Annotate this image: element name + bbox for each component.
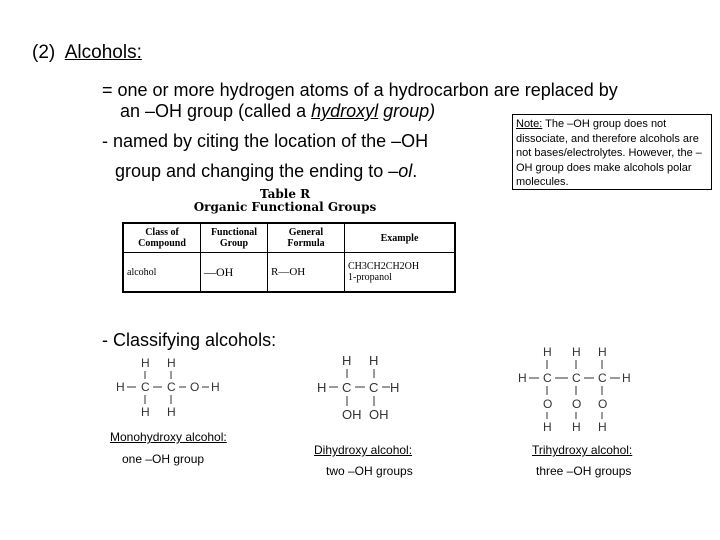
svg-text:C: C [598, 371, 607, 385]
table-header-row [123, 223, 455, 253]
hydroxyl-term: hydroxyl [311, 101, 379, 121]
cell-class: alcohol [123, 253, 201, 293]
svg-text:H: H [572, 420, 581, 434]
svg-text:O: O [572, 397, 582, 411]
functional-groups-table [122, 222, 456, 293]
di-caption [314, 443, 412, 457]
svg-text:H: H [167, 356, 176, 370]
svg-text:C: C [342, 380, 352, 395]
cell-group: —OH [201, 253, 268, 293]
svg-text:H: H [317, 380, 327, 395]
trihydroxy-structure [516, 342, 636, 434]
svg-text:O: O [543, 397, 553, 411]
svg-text:C: C [141, 380, 150, 394]
svg-text:H: H [390, 380, 399, 395]
svg-text:C: C [572, 371, 581, 385]
svg-text:C: C [543, 371, 552, 385]
naming-line-1: - named by citing the location of the –OH [102, 131, 429, 151]
svg-text:H: H [598, 345, 607, 359]
note-box [512, 114, 712, 190]
cell-formula: R—OH [268, 253, 345, 293]
tri-caption-title: Trihydroxy alcohol: [532, 443, 633, 457]
header-example: Example [345, 223, 456, 253]
header-class: Class of Compound [123, 223, 201, 253]
header-formula: General Formula [268, 223, 345, 253]
definition-line-2: an –OH group (called a hydroxyl group) [120, 101, 436, 121]
di-caption-desc: two –OH groups [326, 464, 413, 478]
svg-text:H: H [572, 345, 581, 359]
tri-caption-desc: three –OH groups [536, 464, 632, 478]
svg-text:H: H [543, 345, 552, 359]
svg-text:OH: OH [342, 407, 362, 422]
example-name: 1-propanol [348, 272, 392, 283]
svg-text:H: H [543, 420, 552, 434]
svg-text:H: H [598, 420, 607, 434]
svg-text:H: H [167, 405, 176, 419]
svg-text:H: H [141, 405, 150, 419]
di-caption-title: Dihydroxy alcohol: [314, 443, 413, 457]
svg-text:H: H [116, 380, 125, 394]
note-text: The –OH group does not dissociate, and therefore alcohols are not bases/electrolytes. However, the –OH group does make alcohols polar molecules. [516, 118, 702, 188]
mono-caption-desc: one –OH group [122, 452, 205, 466]
table-title: Table R [259, 187, 311, 201]
svg-text:H: H [622, 371, 631, 385]
naming-line-2: group and changing the ending to –ol. [115, 161, 418, 181]
svg-text:OH: OH [369, 407, 389, 422]
cell-example [345, 253, 456, 293]
section-title: Alcohols: [64, 42, 142, 63]
header-group: Functional Group [201, 223, 268, 253]
table-row [123, 253, 455, 293]
tri-caption [532, 443, 632, 457]
table-subtitle: Organic Functional Groups [193, 200, 377, 214]
mono-caption-title: Monohydroxy alcohol: [110, 430, 227, 444]
svg-text:O: O [598, 397, 608, 411]
dihydroxy-structure [314, 352, 399, 424]
svg-text:C: C [369, 380, 379, 395]
svg-text:H: H [141, 356, 150, 370]
section-heading [32, 42, 142, 64]
svg-text:H: H [369, 353, 379, 368]
svg-text:H: H [342, 353, 352, 368]
example-formula: CH3CH2CH2OH [348, 261, 420, 272]
note-label: Note: [516, 118, 543, 130]
svg-text:C: C [167, 380, 176, 394]
classifying-label: - Classifying alcohols: [102, 330, 277, 350]
definition-line-1: = one or more hydrogen atoms of a hydrocarbon are replaced by [102, 80, 618, 100]
svg-text:O: O [190, 380, 200, 394]
section-number: (2) [32, 42, 56, 63]
svg-text:H: H [211, 380, 220, 394]
svg-text:H: H [518, 371, 527, 385]
monohydroxy-structure [114, 354, 224, 422]
mono-caption [110, 430, 227, 444]
